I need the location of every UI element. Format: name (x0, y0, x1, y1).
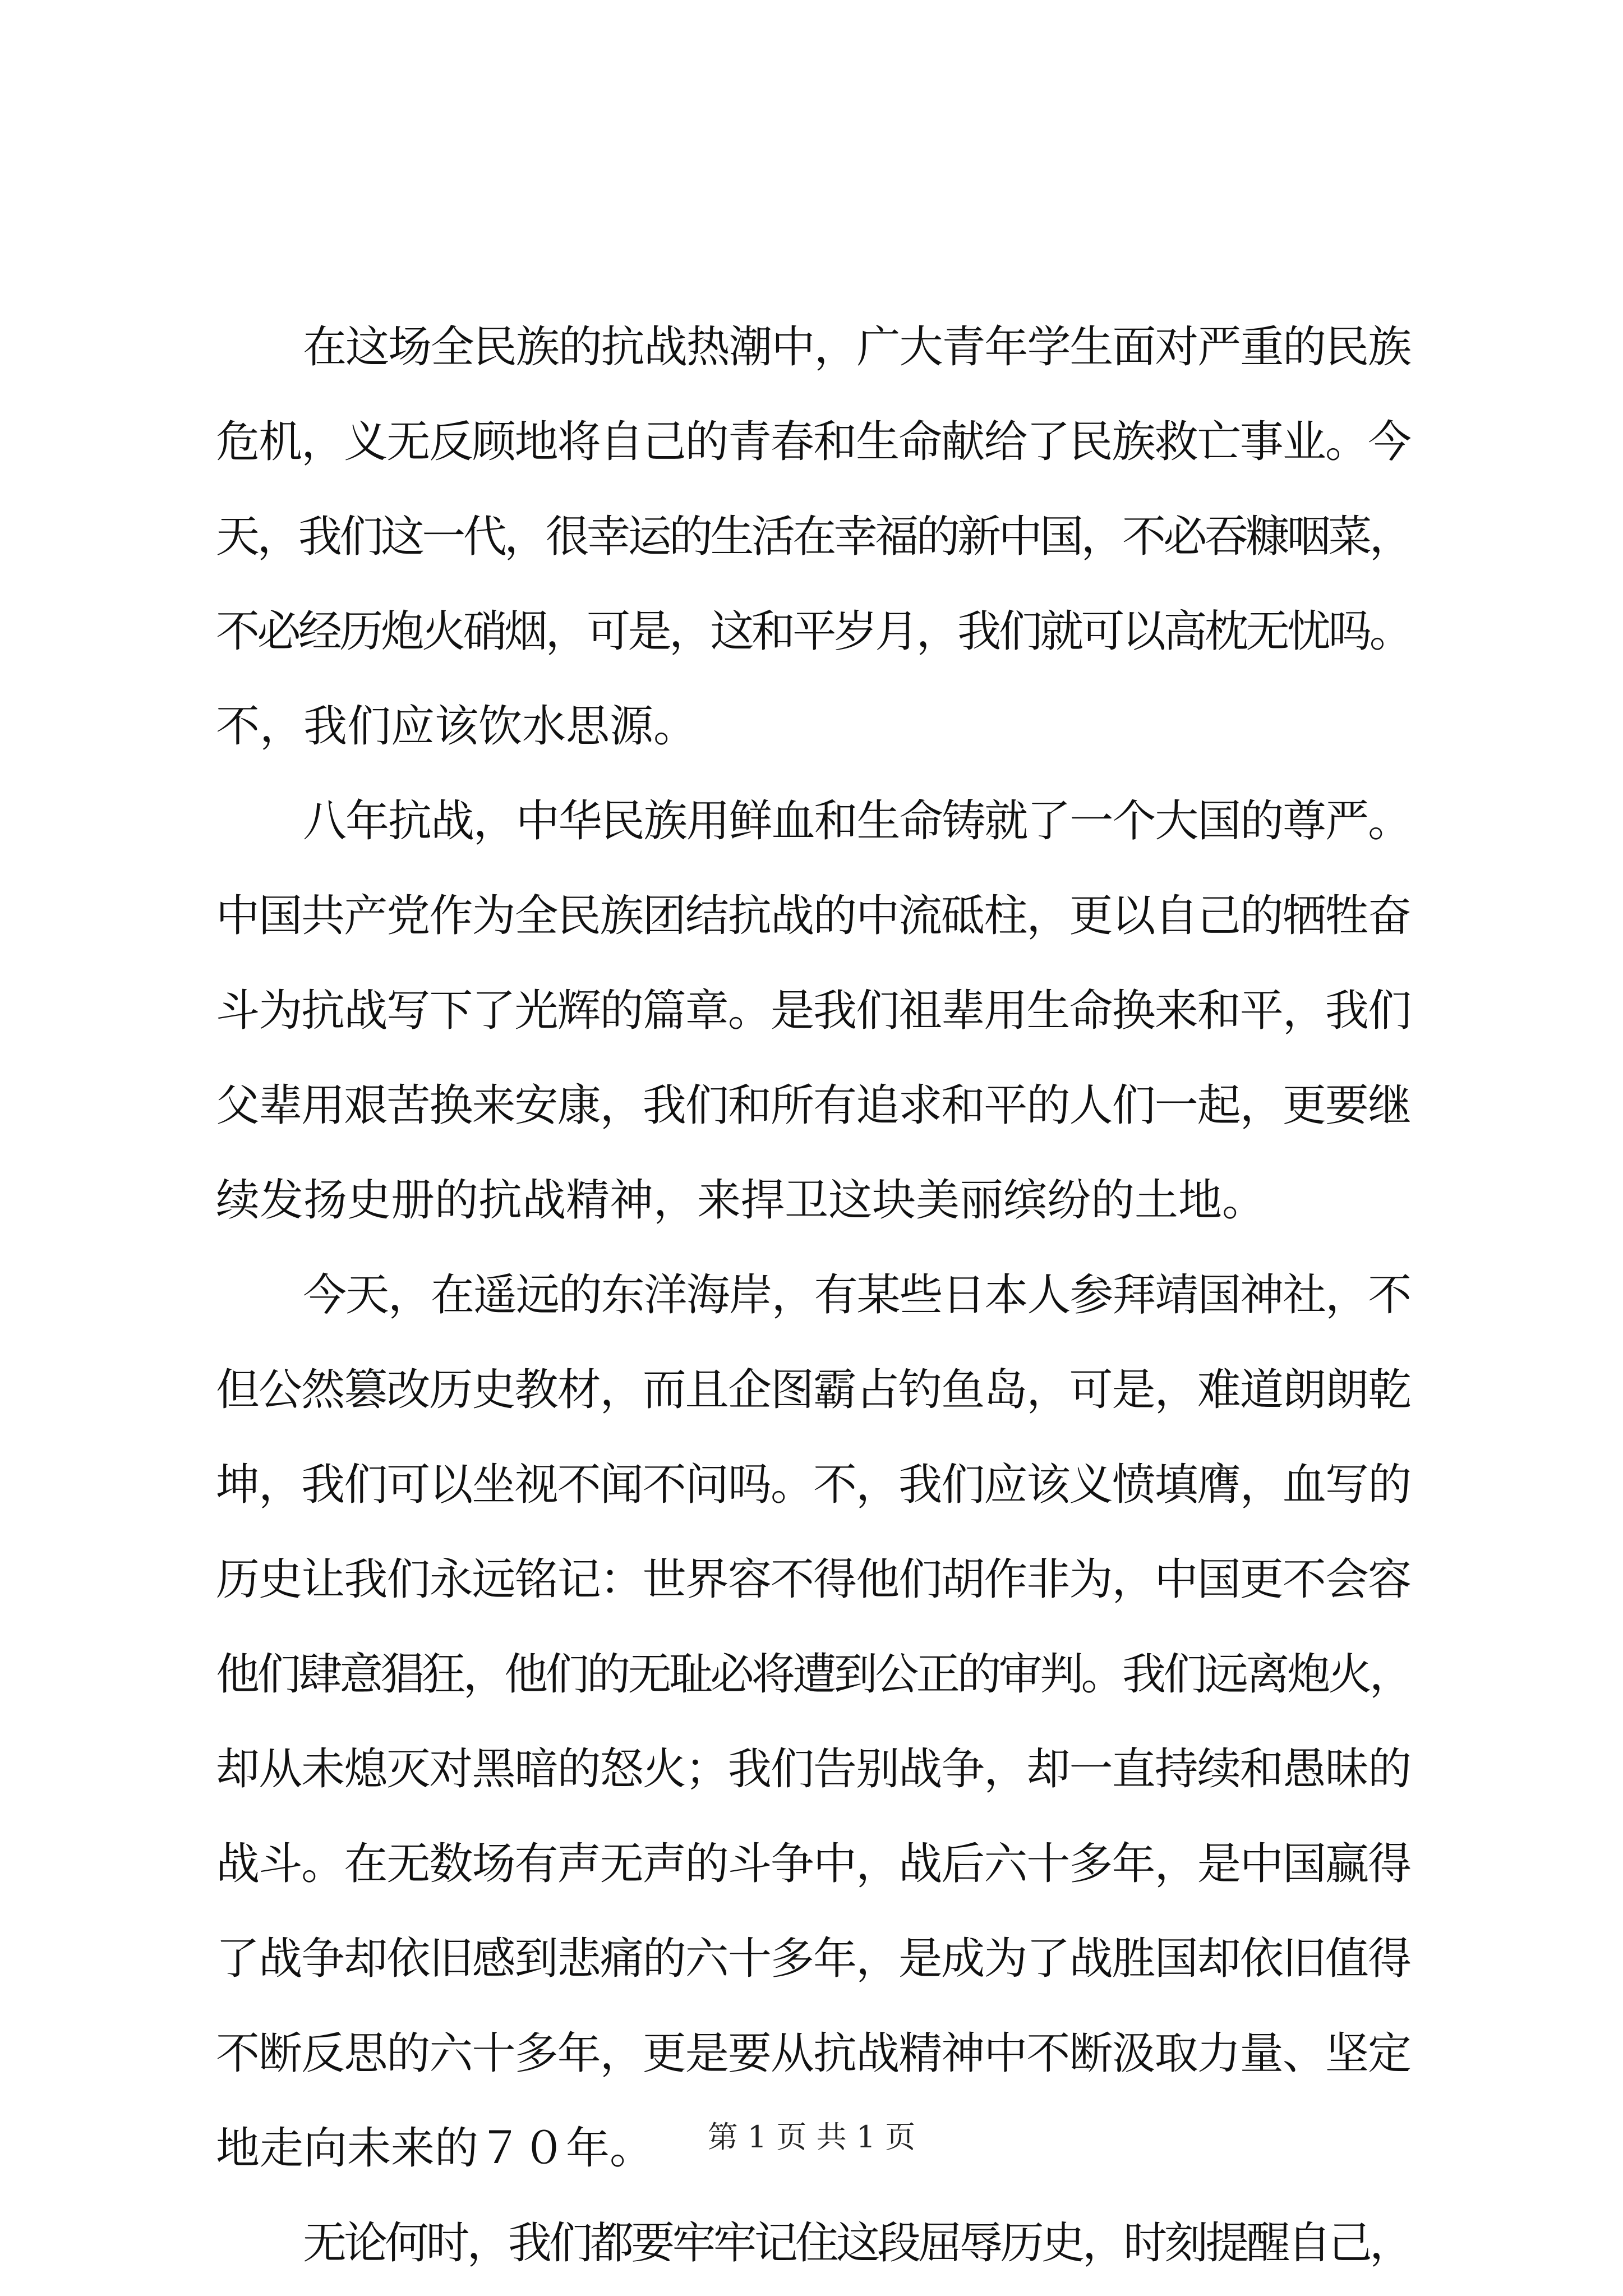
paragraph-2-line-5: 续发扬史册的抗战精神，来捍卫这块美丽缤纷的土地。 (216, 1175, 1266, 1226)
paragraph-3-line-5: 他们肆意猖狂，他们的无耻必将遭到公正的审判。我们远离炮火， (216, 1649, 1410, 1700)
paragraph-3-line-6: 却从未熄灭对黑暗的怒火；我们告别战争，却一直持续和愚昧的 (216, 1744, 1410, 1795)
paragraph-3-line-8: 了战争却依旧感到悲痛的六十多年，是成为了战胜国却依旧值得 (216, 1934, 1410, 1984)
paragraph-3-line-1: 今天，在遥远的东洋海岸，有某些日本人参拜靖国神社，不 (303, 1270, 1410, 1320)
paragraph-2-line-1: 八年抗战，中华民族用鲜血和生命铸就了一个大国的尊严。 (303, 796, 1410, 846)
paragraph-1-line-3: 天，我们这一代，很幸运的生活在幸福的新中国，不必吞糠咽菜， (216, 512, 1410, 562)
paragraph-2-line-2: 中国共产党作为全民族团结抗战的中流砥柱，更以自己的牺牲奋 (216, 891, 1410, 941)
paragraph-3-line-10: 地走向未来的７０年。 (216, 2123, 654, 2174)
paragraph-3-line-9: 不断反思的六十多年，更是要从抗战精神中不断汲取力量、坚定 (216, 2028, 1410, 2079)
document-body (216, 300, 1410, 2291)
paragraph-1-line-1: 在这场全民族的抗战热潮中，广大青年学生面对严重的民族 (303, 322, 1410, 372)
paragraph-2-line-3: 斗为抗战写下了光辉的篇章。是我们祖辈用生命换来和平，我们 (216, 986, 1410, 1036)
paragraph-2-line-4: 父辈用艰苦换来安康，我们和所有追求和平的人们一起，更要继 (216, 1080, 1410, 1131)
paragraph-1-line-5: 不，我们应该饮水思源。 (216, 701, 698, 752)
paragraph-1-line-4: 不必经历炮火硝烟，可是，这和平岁月，我们就可以高枕无忧吗。 (216, 606, 1410, 657)
paragraph-3-line-4: 历史让我们永远铭记：世界容不得他们胡作非为，中国更不会容 (216, 1554, 1410, 1605)
paragraph-3-line-7: 战斗。在无数场有声无声的斗争中，战后六十多年，是中国赢得 (216, 1839, 1410, 1889)
paragraph-4-line-1: 无论何时，我们都要牢牢记住这段屈辱历史，时刻提醒自己， (303, 2218, 1410, 2269)
paragraph-1-line-2: 危机，义无反顾地将自己的青春和生命献给了民族救亡事业。今 (216, 417, 1410, 467)
paragraph-3-line-2: 但公然篡改历史教材，而且企图霸占钓鱼岛，可是，难道朗朗乾 (216, 1365, 1410, 1415)
paragraph-3-line-3: 坤，我们可以坐视不闻不问吗。不，我们应该义愤填膺，血写的 (216, 1460, 1410, 1510)
page-number-footer: 第 1 页 共 1 页 (707, 2119, 916, 2155)
